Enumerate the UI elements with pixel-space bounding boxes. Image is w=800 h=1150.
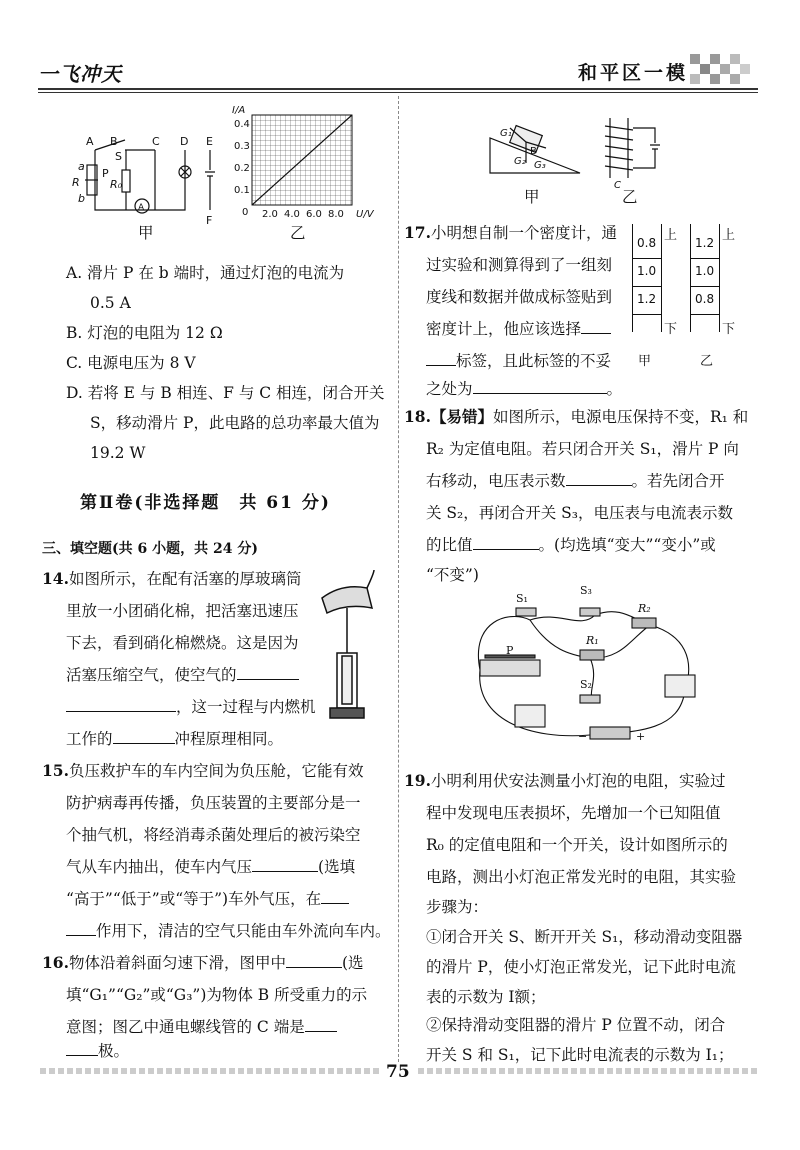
q18-text: 。若先闭合开 [631, 472, 725, 490]
fig13-terminal-b: B [110, 135, 118, 148]
fig13-label-b: b [78, 192, 85, 205]
q17-text: 标签，且此标签的不妥 [456, 352, 612, 370]
q14-text: 里放一小团硝化棉，把活塞迅速压 [66, 602, 299, 620]
q16-text: 物体沿着斜面匀速下滑，图甲中 [68, 954, 286, 972]
answer-blank[interactable] [286, 949, 342, 968]
q17-text: 小明想自制一个密度计，通 [430, 224, 617, 242]
answer-blank[interactable] [566, 467, 632, 486]
answer-blank[interactable] [473, 531, 539, 550]
q14-piston-cylinder-figure [312, 568, 392, 728]
answer-blank[interactable] [66, 693, 176, 712]
density-value: 0.8 [695, 292, 715, 306]
graph-origin: 0 [242, 207, 249, 218]
q13-option-c: C. 电源电压为 8 V [66, 354, 196, 372]
q18-text: 如图所示，电源电压保持不变，R₁ 和 [492, 408, 749, 426]
q17-text: 之处为 [426, 380, 473, 398]
q17-text: 过实验和测算得到了一组刻 [426, 256, 613, 274]
q16-text: 意图；图乙中通电螺线管的 C 端是 [66, 1018, 305, 1036]
fig16-label-b: B [530, 146, 537, 157]
fig16-label-g3: G₃ [534, 160, 546, 171]
q18-text: R₂ 为定值电阻。若只闭合开关 S₁，滑片 P 向 [426, 440, 739, 458]
answer-blank[interactable] [305, 1013, 337, 1032]
density-bottom: 下 [722, 322, 736, 337]
answer-blank[interactable] [581, 315, 611, 334]
density-bottom: 下 [664, 322, 678, 337]
q19-step1: ①闭合开关 S、断开开关 S₁，移动滑动变阻器 [426, 928, 743, 946]
q15-text: “高于”“低于”或“等于”)车外气压，在 [66, 890, 322, 908]
graph-x-tick: 6.0 [306, 209, 322, 220]
q15-text: (选填 [318, 858, 356, 876]
q13-option-b: B. 灯泡的电阻为 12 Ω [66, 324, 223, 342]
q18-circuit-figure [470, 580, 710, 750]
fig16-caption-jia: 甲 [524, 188, 540, 206]
density-value: 0.8 [637, 236, 657, 250]
q19-step2: 开关 S 和 S₁，记下此时电流表的示数为 I₁； [426, 1046, 734, 1064]
header-rule-thin [38, 92, 758, 93]
fig13-terminal-a: A [86, 135, 94, 148]
q13-option-d: D. 若将 E 与 B 相连、F 与 C 相连，闭合开关 [66, 384, 385, 402]
q14-text: ，这一过程与内燃机 [176, 698, 316, 716]
density-value: 1.0 [695, 264, 715, 278]
q16-text: 极。 [98, 1042, 130, 1060]
fig16-label-g1: G₁ [500, 128, 512, 139]
q15-text: 负压救护车的车内空间为负压舱，它能有效 [68, 762, 364, 780]
section-heading: 三、填空题(共 6 小题，共 24 分) [42, 541, 258, 557]
q19-text: 程中发现电压表损坏，先增加一个已知阻值 [426, 804, 721, 822]
q15-text: 防护病毒再传播，负压装置的主要部分是一 [66, 794, 361, 812]
q16-number: 16. [42, 953, 69, 972]
graph-y-tick: 0.3 [234, 141, 250, 152]
q14-number: 14. [42, 569, 69, 588]
density-value: 1.2 [637, 292, 657, 306]
part2-title: 第Ⅱ卷(非选择题 共 61 分) [80, 493, 331, 513]
q18-text: 的比值 [426, 536, 473, 554]
fig13-label-a: a [78, 160, 85, 173]
answer-blank[interactable] [426, 347, 456, 366]
answer-blank[interactable] [66, 1037, 98, 1056]
fig16-label-g2: G₂ [514, 156, 526, 167]
q17-text: 密度计上，他应该选择 [426, 320, 582, 338]
q15-text: 作用下，清洁的空气只能由车外流向车内。 [96, 922, 391, 940]
q17-text: 度线和数据并做成标签贴到 [426, 288, 613, 306]
fig18-label: R₂ [638, 602, 651, 615]
answer-blank[interactable] [321, 885, 349, 904]
q19-step1: 表的示数为 I额； [426, 988, 546, 1006]
fig13-terminal-e: E [206, 135, 213, 148]
q19-text: 步骤为： [426, 898, 489, 916]
fig13-label-r: R [72, 176, 80, 189]
q15-text: 气从车内抽出，使车内气压 [66, 858, 253, 876]
checker-decoration [690, 54, 750, 86]
q19-text: R₀ 的定值电阻和一个开关，设计如图所示的 [426, 836, 728, 854]
graph-x-tick: 8.0 [328, 209, 344, 220]
density-caption-yi: 乙 [700, 354, 714, 369]
q17-number: 17. [404, 223, 431, 242]
density-label-yi [690, 224, 720, 332]
fig13-terminal-c: C [152, 135, 160, 148]
density-label-jia [632, 224, 662, 332]
fig18-label: S₃ [580, 584, 592, 597]
q18-text: 右移动，电压表示数 [426, 472, 566, 490]
q13-option-d-cont2: 19.2 W [90, 444, 146, 462]
q15-number: 15. [42, 761, 69, 780]
fig16-label-c: C [614, 180, 621, 191]
fig18-label: S₁ [516, 592, 528, 605]
header-rule [38, 88, 758, 90]
q13-option-a-cont: 0.5 A [90, 294, 131, 312]
graph-x-axis-label: U/V [356, 209, 374, 220]
answer-blank[interactable] [473, 375, 607, 394]
fig16-caption-yi: 乙 [622, 188, 638, 206]
fig13-terminal-f: F [206, 214, 213, 227]
header-title: 和平区一模 [578, 62, 689, 84]
graph-y-tick: 0.4 [234, 119, 250, 130]
fig13-caption-yi: 乙 [290, 224, 306, 242]
answer-blank[interactable] [252, 853, 318, 872]
q14-text: 活塞压缩空气，使空气的 [66, 666, 237, 684]
answer-blank[interactable] [237, 661, 299, 680]
q18-text: “不变”) [426, 566, 479, 584]
q19-number: 19. [404, 771, 431, 790]
fig18-label: + [636, 730, 646, 743]
density-caption-jia: 甲 [638, 354, 652, 369]
fig13-ammeter-label: A [138, 203, 145, 213]
graph-y-tick: 0.2 [234, 163, 250, 174]
graph-x-tick: 4.0 [284, 209, 300, 220]
q19-text: 电路，测出小灯泡正常发光时的电阻，其实验 [426, 868, 737, 886]
graph-y-axis-label: I/A [232, 105, 246, 116]
q16-text: (选 [341, 954, 364, 972]
header-logo-text: 一飞冲天 [38, 62, 122, 86]
q13-option-a: A. 滑片 P 在 b 端时，通过灯泡的电流为 [66, 264, 345, 282]
q18-text: 。(均选填“变大”“变小”或 [538, 536, 716, 554]
answer-blank[interactable] [113, 725, 175, 744]
q18-tag: 【易错】 [430, 407, 493, 426]
column-divider [398, 96, 400, 1062]
q18-text: 关 S₂，再闭合开关 S₃，电压表与电流表示数 [426, 504, 734, 522]
density-value: 1.2 [695, 236, 715, 250]
fig18-label: S₂ [580, 678, 592, 691]
density-top: 上 [664, 228, 678, 243]
q14-text: 冲程原理相同。 [174, 730, 284, 748]
q15-text: 个抽气机，将经消毒杀菌处理后的被污染空 [66, 826, 361, 844]
q13-option-d-cont: S，移动滑片 P，此电路的总功率最大值为 [90, 414, 380, 432]
q19-step1: 的滑片 P，使小灯泡正常发光，记下此时电流 [426, 958, 736, 976]
answer-blank[interactable] [66, 917, 96, 936]
q16-text: 填“G₁”“G₂”或“G₃”)为物体 B 所受重力的示 [66, 986, 368, 1004]
q13-circuit-diagram [60, 110, 213, 230]
density-top: 上 [722, 228, 736, 243]
fig13-terminal-d: D [180, 135, 189, 148]
fig13-caption-jia: 甲 [138, 224, 154, 242]
q16-incline-solenoid-figure [490, 108, 680, 208]
q19-step2: ②保持滑动变阻器的滑片 P 位置不动，闭合 [426, 1016, 726, 1034]
graph-x-tick: 2.0 [262, 209, 278, 220]
q19-text: 小明利用伏安法测量小灯泡的电阻，实验过 [430, 772, 726, 790]
fig18-label: P [506, 644, 514, 657]
q14-text: 如图所示，在配有活塞的厚玻璃筒 [68, 570, 302, 588]
fig18-label: R₁ [586, 634, 599, 647]
q14-text: 下去，看到硝化棉燃烧。这是因为 [66, 634, 299, 652]
fig13-label-r0: R₀ [110, 178, 123, 191]
q18-number: 18. [404, 407, 431, 426]
fig13-label-s: S [115, 150, 122, 163]
fig18-label: − [578, 730, 588, 743]
q14-text: 工作的 [66, 730, 113, 748]
page-number: 75 [380, 1062, 416, 1082]
graph-y-tick: 0.1 [234, 185, 250, 196]
fig13-label-p: P [102, 167, 109, 180]
density-value: 1.0 [637, 264, 657, 278]
q13-iu-graph [220, 105, 400, 225]
